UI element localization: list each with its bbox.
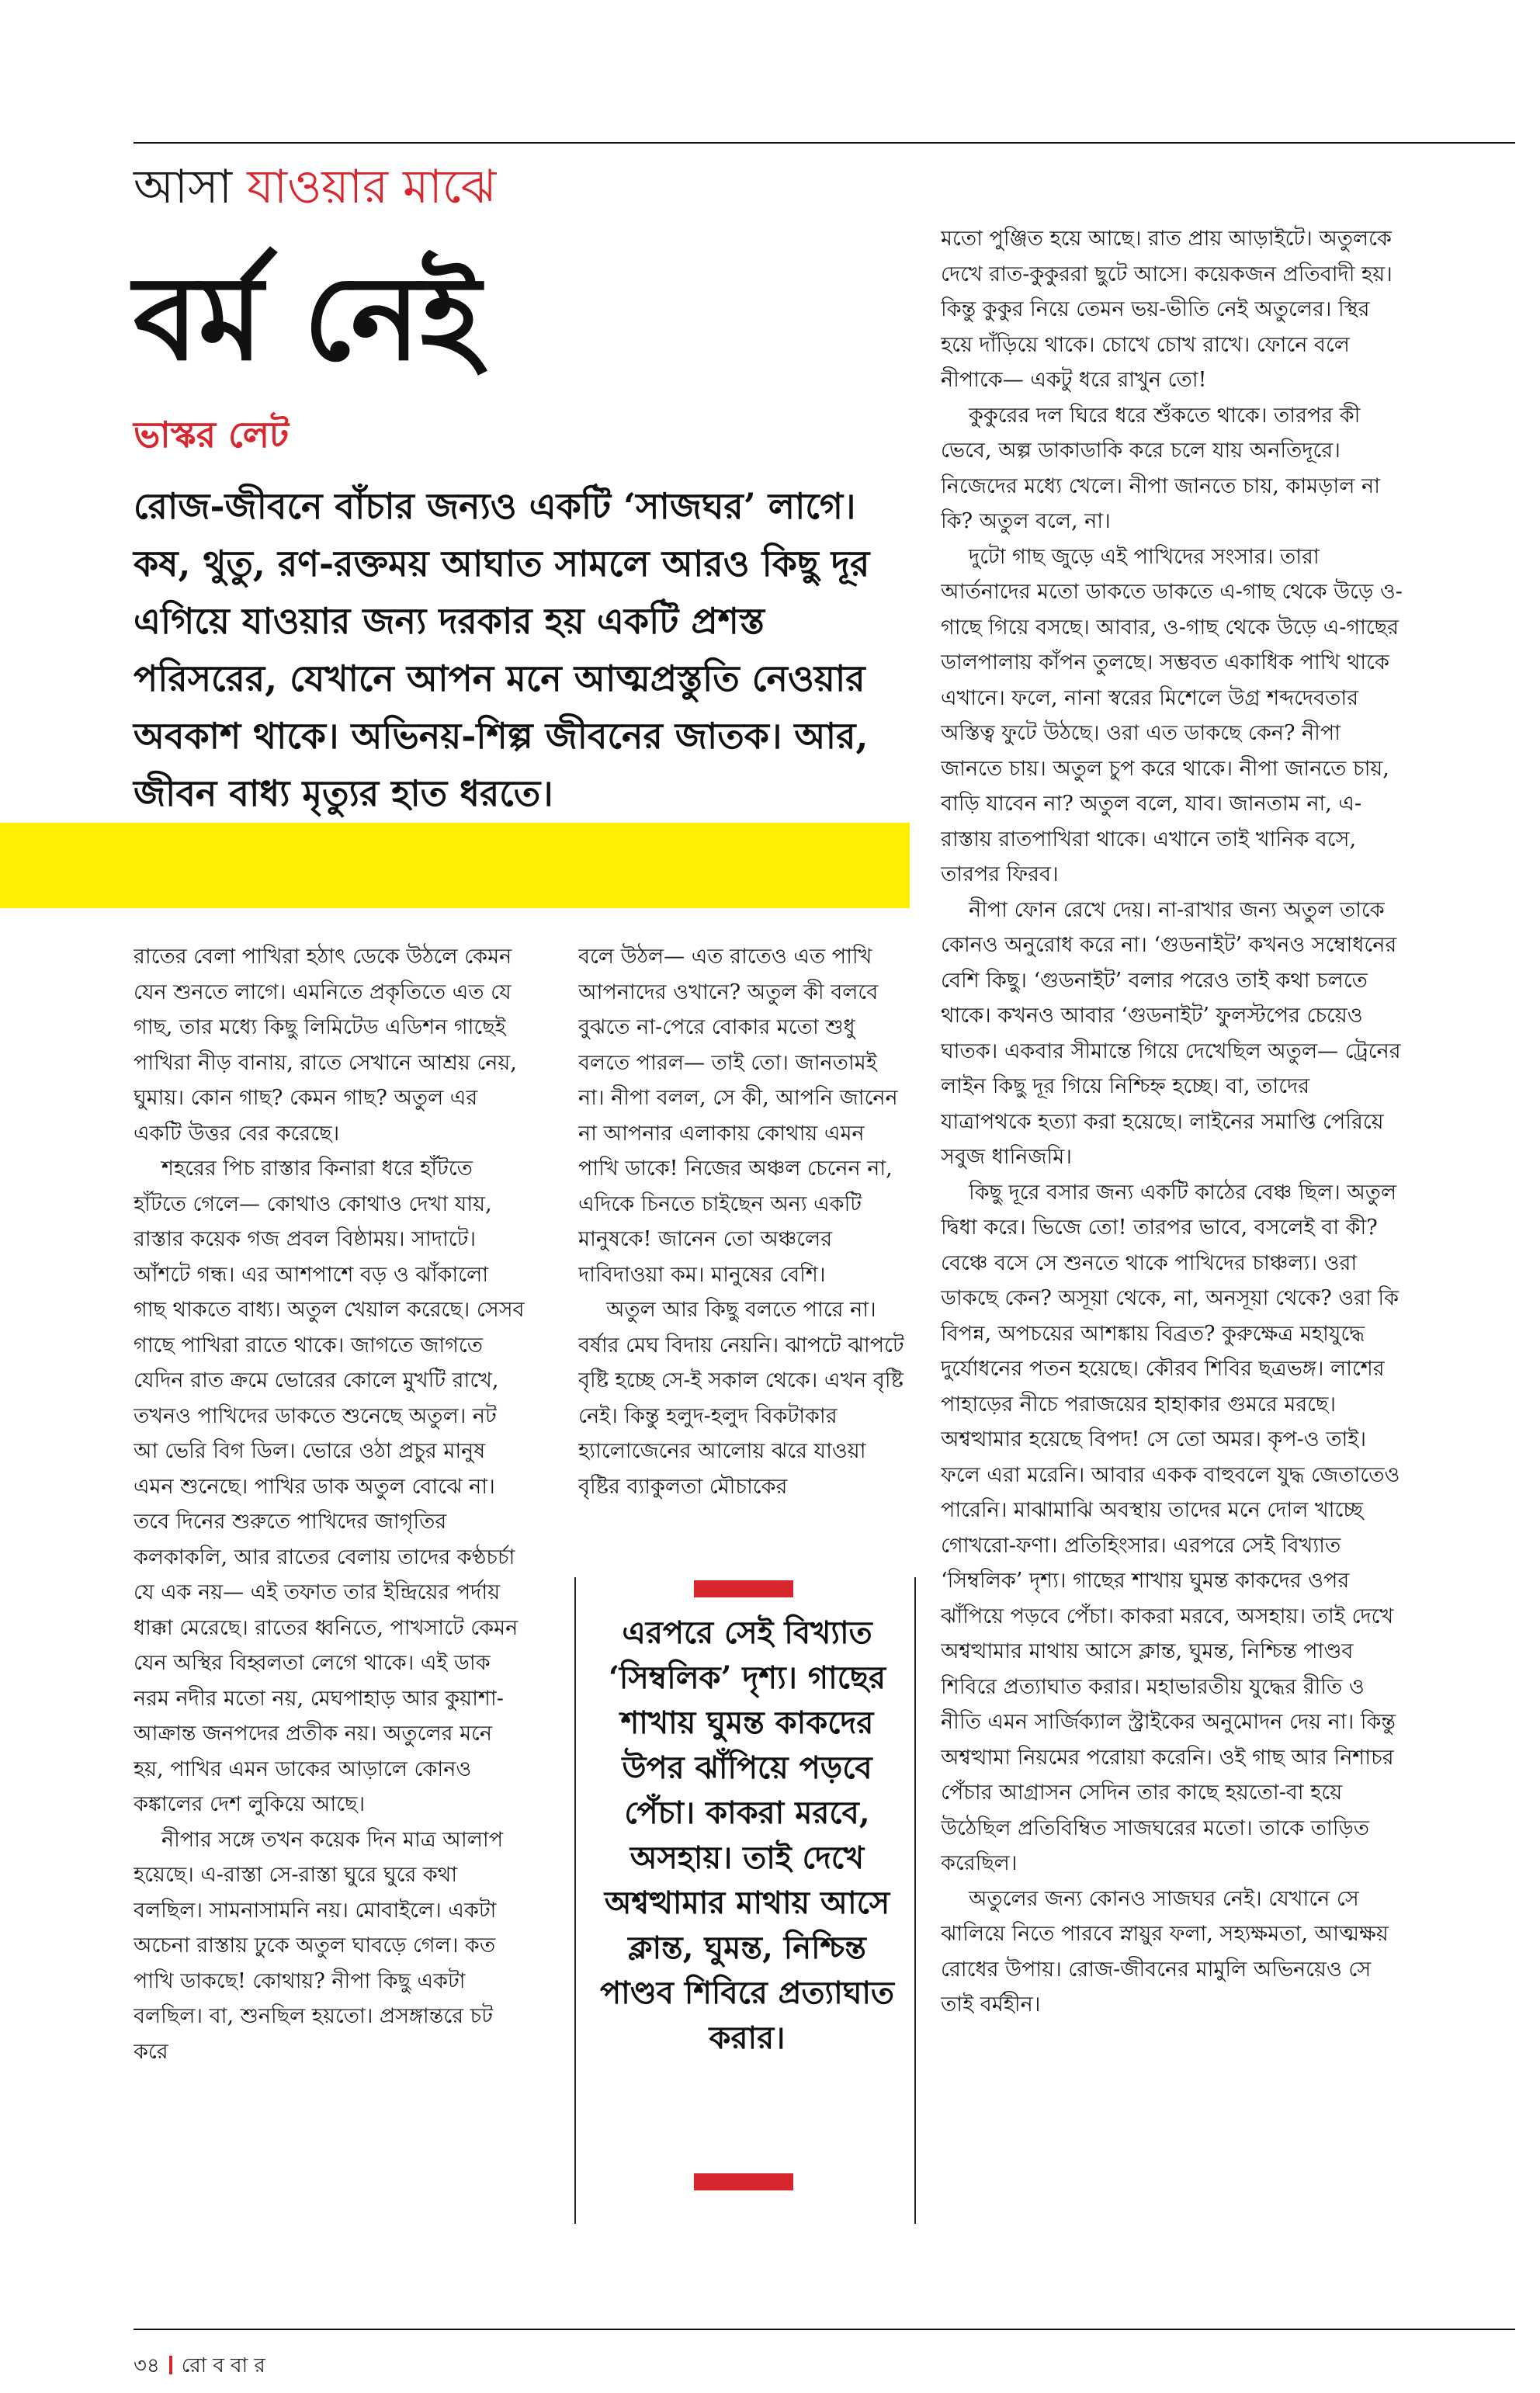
- paragraph: দুটো গাছ জুড়ে এই পাখিদের সংসার। তারা আর্তনাদের মতো ডাকতে ডাকতে এ-গাছ থেকে উড়ে ও-গাছে গিয়ে বসছে। আবার, ও-গাছ থেকে উড়ে এ-গাছের ডালপালায় কাঁপন তুলছে। সম্ভবত একাধিক পাখি থাকে এখানে। ফলে, নানা স্বরের মিশেলে উগ্র শব্দদেবতার অস্তিত্ব ফুটে উঠছে। ওরা এত ডাকছে কেন? নীপা জানতে চায়। অতুল চুপ করে থাকে। নীপা জানতে চায়, বাড়ি যাবেন না? অতুল বলে, যাব। জানতাম না, এ-রাস্তায় রাতপাখিরা থাকে। এখানে তাই খানিক বসে, তারপর ফিরব।: [941, 544, 1403, 886]
- series-heading: [134, 159, 910, 215]
- footer-separator: [169, 2356, 172, 2374]
- paragraph: অতুলের জন্য কোনও সাজঘর নেই। যেখানে সে ঝালিয়ে নিতে পারবে স্নায়ুর ফলা, সহ্যক্ষমতা, আত্মক্ষয় রোধের উপায়। রোজ-জীবনের মামুলি অভিনয়েও সে তাই বর্মহীন।: [941, 1886, 1389, 2017]
- bottom-rule: [134, 2329, 1515, 2330]
- paragraph: রাতের বেলা পাখিরা হঠাৎ ডেকে উঠলে কেমন যেন শুনতে লাগে। এমনিতে প্রকৃতিতে এত যে গাছ, তার মধ্যে কিছু লিমিটেড এডিশন গাছেই পাখিরা নীড় বানায়, রাতে সেখানে আশ্রয় নেয়, ঘুমায়। কোন গাছ? কেমন গাছ? অতুল এর একটি উত্তর বের করেছে।: [134, 945, 517, 1146]
- paragraph: বলে উঠল— এত রাতেও এত পাখি আপনাদের ওখানে? অতুল কী বলবে বুঝতে না-পেরে বোকার মতো শুধু বলতে পারল— তাই তো। জানতামই না। নীপা বলল, সে কী, আপনি জানেন না আপনার এলাকায় কোথায় এমন পাখি ডাকে! নিজের অঞ্চল চেনেন না, এদিকে চিনতে চাইছেন অন্য একটি মানুষকে! জানেন তো অঞ্চলের দাবিদাওয়া কম। মানুষের বেশি।: [578, 945, 898, 1287]
- pullquote-bottom-bar: [694, 2173, 793, 2190]
- pullquote-right-divider: [914, 1577, 916, 2224]
- magazine-name: রো ব বা র: [181, 2354, 265, 2377]
- paragraph: নীপার সঙ্গে তখন কয়েক দিন মাত্র আলাপ হয়েছে। এ-রাস্তা সে-রাস্তা ঘুরে ঘুরে কথা বলছিল। সামনাসামনি নয়। মোবাইলে। একটা অচেনা রাস্তায় ঢুকে অতুল ঘাবড়ে গেল। কত পাখি ডাকছে! কোথায়? নীপা কিছু একটা বলছিল। বা, শুনছিল হয়তো। প্রসঙ্গান্তরে চট করে: [134, 1827, 504, 2064]
- body-column-3: [941, 221, 1406, 2239]
- page-number: ৩৪: [134, 2354, 160, 2377]
- paragraph: অতুল আর কিছু বলতে পারে না। বর্ষার মেঘ বিদায় নেয়নি। ঝাপটে ঝাপটে বৃষ্টি হচ্ছে সে-ই সকাল থেকে। এখন বৃষ্টি নেই। কিন্তু হলুদ-হলুদ বিকটাকার হ্যালোজেনের আলোয় ঝরে যাওয়া বৃষ্টির ব্যাকুলতা মৌচাকের: [578, 1298, 904, 1499]
- pull-quote: এরপরে সেই বিখ্যাত ‘সিম্বলিক’ দৃশ্য। গাছের শাখায় ঘুমন্ত কাকদের উপর ঝাঁপিয়ে পড়বে পেঁচা। কাকরা মরবে, অসহায়। তাই দেখে অশ্বত্থামার মাথায় আসে ক্লান্ত, ঘুমন্ত, নিশ্চিন্ত পাণ্ডব শিবিরে প্রত্যাঘাত করার।: [599, 1614, 895, 2056]
- top-rule: [134, 142, 1515, 144]
- paragraph: কুকুরের দল ঘিরে ধরে শুঁকতে থাকে। তারপর কী ভেবে, অল্প ডাকাডাকি করে চলে যায় অনতিদূরে। নিজেদের মধ্যে খেলে। নীপা জানতে চায়, কামড়াল না কি? অতুল বলে, না।: [941, 403, 1380, 533]
- page-footer: [134, 2352, 265, 2380]
- article-title: বর্ম নেই: [134, 250, 481, 387]
- series-part1: আসা: [134, 160, 233, 214]
- body-column-1: [134, 939, 525, 2228]
- paragraph: নীপা ফোন রেখে দেয়। না-রাখার জন্য অতুল তাকে কোনও অনুরোধ করে না। ‘গুডনাইট’ কখনও সম্বোধনের বেশি কিছু। ‘গুডনাইট’ বলার পরেও তাই কথা চলতে থাকে। কখনও আবার ‘গুডনাইট’ ফুলস্টপের চেয়েও ঘাতক। একবার সীমান্তে গিয়ে দেখেছিল অতুল— ট্রেনের লাইন কিছু দূর গিয়ে নিশ্চিহ্ন হচ্ছে। বা, তাদের যাত্রাপথকে হত্যা করা হয়েছে। লাইনের সমাপ্তি পেরিয়ে সবুজ ধানিজমি।: [941, 897, 1401, 1169]
- paragraph: কিছু দূরে বসার জন্য একটি কাঠের বেঞ্চ ছিল। অতুল দ্বিধা করে। ভিজে তো! তারপর ভাবে, বসলেই বা কী? বেঞ্চে বসে সে শুনতে থাকে পাখিদের চাঞ্চল্য। ওরা ডাকছে কেন? অসূয়া থেকে, না, অনসূয়া থেকে? ওরা কি বিপন্ন, অপচয়ের আশঙ্কায় বিব্রত? কুরুক্ষেত্র মহাযুদ্ধে দুর্যোধনের পতন হয়েছে। কৌরব শিবির ছত্রভঙ্গ। লাশের পাহাড়ের নীচে পরাজয়ের হাহাকার গুমরে মরছে। অশ্বত্থামার হয়েছে বিপদ! সে তো অমর। কৃপ-ও তাই। ফলে এরা মরেনি। আবার একক বাহুবলে যুদ্ধ জেতাতেও পারেনি। মাঝামাঝি অবস্থায় তাদের মনে দোল খাচ্ছে গোখরো-ফণা। প্রতিহিংসার। এরপরে সেই বিখ্যাত ‘সিম্বলিক’ দৃশ্য। গাছের শাখায় ঘুমন্ত কাকদের ওপর ঝাঁপিয়ে পড়বে পেঁচা। কাকরা মরবে, অসহায়। তাই দেখে অশ্বত্থামার মাথায় আসে ক্লান্ত, ঘুমন্ত, নিশ্চিন্ত পাণ্ডব শিবিরে প্রত্যাঘাত করার। মহাভারতীয় যুদ্ধের রীতি ও নীতি এমন সার্জিক্যাল স্ট্রাইকের অনুমোদন দেয় না। কিন্তু অশ্বত্থামা নিয়মের পরোয়া করেনি। ওই গাছ আর নিশাচর পেঁচার আগ্রাসন সেদিন তার কাছে হয়তো-বা হয়ে উঠেছিল প্রতিবিম্বিত সাজঘরের মতো। তাকে তাড়িত করেছিল।: [941, 1180, 1400, 1875]
- paragraph: মতো পুঞ্জিত হয়ে আছে। রাত প্রায় আড়াইটে। অতুলকে দেখে রাত-কুকুররা ছুটে আসে। কয়েকজন প্রতিবাদী হয়। কিন্তু কুকুর নিয়ে তেমন ভয়-ভীতি নেই অতুলের। স্থির হয়ে দাঁড়িয়ে থাকে। চোখে চোখ রাখে। ফোনে বলে নীপাকে— একটু ধরে রাখুন তো!: [941, 227, 1393, 392]
- yellow-band: [0, 823, 910, 908]
- standfirst: রোজ-জীবনে বাঁচার জন্যও একটি ‘সাজঘর’ লাগে। কষ, থুতু, রণ-রক্তময় আঘাত সামলে আরও কিছু দূর এগিয়ে যাওয়ার জন্য দরকার হয় একটি প্রশস্ত পরিসরের, যেখানে আপন মনে আত্মপ্রস্তুতি নেওয়ার অবকাশ থাকে। অভিনয়-শিল্প জীবনের জাতক। আর, জীবন বাধ্য মৃত্যুর হাত ধরতে।: [134, 485, 870, 814]
- paragraph: শহরের পিচ রাস্তার কিনারা ধরে হাঁটতে হাঁটতে গেলে— কোথাও কোথাও দেখা যায়, রাস্তার কয়েক গজ প্রবল বিষ্ঠাময়। সাদাটে। আঁশটে গন্ধ। এর আশপাশে বড় ও ঝাঁকালো গাছ থাকতে বাধ্য। অতুল খেয়াল করেছে। সেসব গাছে পাখিরা রাতে থাকে। জাগতে জাগতে যেদিন রাত ক্রমে ভোরের কোলে মুখটি রাখে, তখনও পাখিদের ডাকতে শুনেছে অতুল। নট আ ভেরি বিগ ডিল। ভোরে ওঠা প্রচুর মানুষ এমন শুনেছে। পাখির ডাক অতুল বোঝে না। তবে দিনের শুরুতে পাখিদের জাগৃতির কলকাকলি, আর রাতের বেলায় তাদের কণ্ঠচর্চা যে এক নয়— এই তফাত তার ইন্দ্রিয়ের পর্দায় ধাক্কা মেরেছে। রাতের ধ্বনিতে, পাখসাটে কেমন যেন অস্থির বিহ্বলতা লেগে থাকে। এই ডাক নরম নদীর মতো নয়, মেঘপাহাড় আর কুয়াশা-আক্রান্ত জনপদের প্রতীক নয়। অতুলের মনে হয়, পাখির এমন ডাকের আড়ালে কোনও কঙ্কালের দেশ লুকিয়ে আছে।: [134, 1157, 525, 1816]
- author-byline: ভাস্কর লেট: [134, 414, 290, 456]
- pullquote-left-divider: [574, 1577, 576, 2224]
- series-part2: যাওয়ার মাঝে: [247, 160, 497, 214]
- pullquote-top-bar: [694, 1580, 793, 1597]
- body-column-2: [578, 939, 904, 1560]
